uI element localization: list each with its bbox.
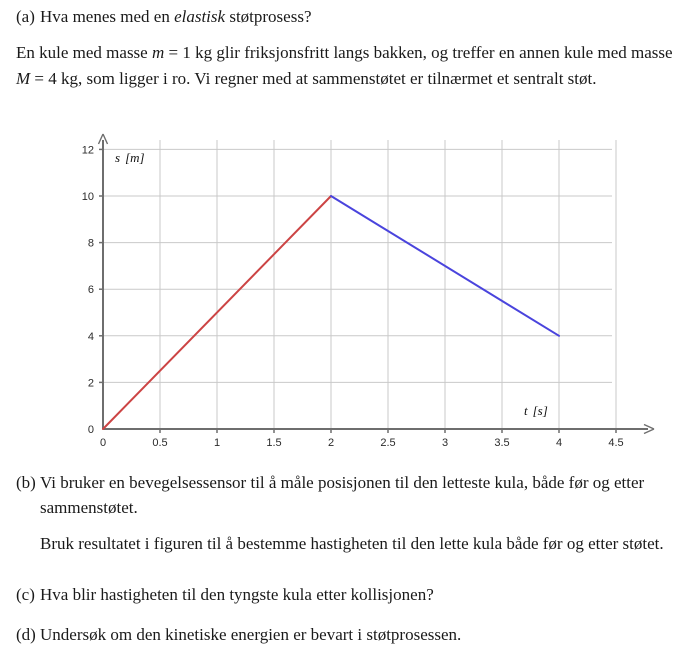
x-tick-label: 3.5 xyxy=(494,437,510,449)
math-rel-2: = xyxy=(30,69,49,88)
x-tick-label: 1 xyxy=(213,437,221,449)
item-body-c: Hva blir hastigheten til den tyngste kula etter kollisjonen? xyxy=(40,585,434,604)
item-label-a: (a) xyxy=(16,7,35,26)
item-label-c: (c) xyxy=(16,585,35,604)
intro-segment-2: glir friksjonsfritt langs bakken, og treffer en annen kule med masse xyxy=(212,43,673,62)
y-tick-label: 10 xyxy=(81,191,94,203)
chart-canvas xyxy=(0,128,695,458)
x-tick-label: 4.5 xyxy=(608,437,624,449)
item-b-paragraph-1: Vi bruker en bevegelsessensor til å måle posisjonen til den letteste kula, både før og etter sammenstøtet. xyxy=(40,473,645,517)
math-val-1: 1 xyxy=(182,43,191,62)
math-val-2: 4 xyxy=(48,69,57,88)
intro-segment-1: En kule med masse xyxy=(16,43,152,62)
intro-segment-3: , som ligger i ro. Vi regner med at sammenstøtet er tilnærmet et sentralt støt. xyxy=(78,69,597,88)
x-tick-label: 2 xyxy=(327,437,335,449)
list-item-a xyxy=(0,4,695,29)
y-tick-label: 4 xyxy=(87,330,94,343)
item-label-b: (b) xyxy=(16,473,36,492)
x-tick-label: 1.5 xyxy=(266,437,282,449)
list-item-b xyxy=(0,470,695,556)
item-body-a xyxy=(40,4,695,29)
list-item-d xyxy=(0,622,695,647)
item-a-text-part-3: støtprosess? xyxy=(225,7,312,26)
y-tick-label: 6 xyxy=(87,284,94,297)
item-a-text-part-1: Hva menes med en xyxy=(40,7,175,26)
list-item-c xyxy=(0,582,695,607)
figure-position-time-graph xyxy=(0,128,695,458)
math-unit-2: kg xyxy=(61,69,79,88)
math-var-m: m xyxy=(151,43,165,62)
x-axis-title: t [s] xyxy=(524,403,548,418)
math-mass-m xyxy=(152,43,212,62)
item-body-b xyxy=(40,470,695,556)
x-tick-label: 3 xyxy=(441,437,449,449)
math-rel-1: = xyxy=(164,43,183,62)
x-tick-label: 0 xyxy=(99,437,107,449)
item-body-d: Undersøk om den kinetiske energien er bevart i støtprosessen. xyxy=(40,625,462,644)
y-tick-label: 12 xyxy=(81,144,94,157)
item-b-paragraph-2: Bruk resultatet i figuren til å bestemme hastigheten til den lette kula både før og etter støtet. xyxy=(40,534,664,553)
x-tick-label: 4 xyxy=(555,437,563,449)
math-unit-1: kg xyxy=(195,43,213,62)
x-tick-label: 0.5 xyxy=(152,437,168,449)
y-tick-label: 8 xyxy=(87,237,94,250)
math-mass-M xyxy=(16,69,78,88)
y-axis-title: s [m] xyxy=(115,150,145,165)
grid-lines xyxy=(103,140,616,429)
axes xyxy=(99,134,655,434)
y-tick-label: 2 xyxy=(87,377,94,390)
math-var-M: M xyxy=(16,69,31,88)
intro-paragraph xyxy=(0,40,695,92)
item-label-d: (d) xyxy=(16,625,36,644)
item-a-emphasis: elastisk xyxy=(174,7,226,26)
chart-svg xyxy=(0,128,695,458)
y-tick-label: 0 xyxy=(87,424,94,436)
x-tick-label: 2.5 xyxy=(380,437,396,449)
